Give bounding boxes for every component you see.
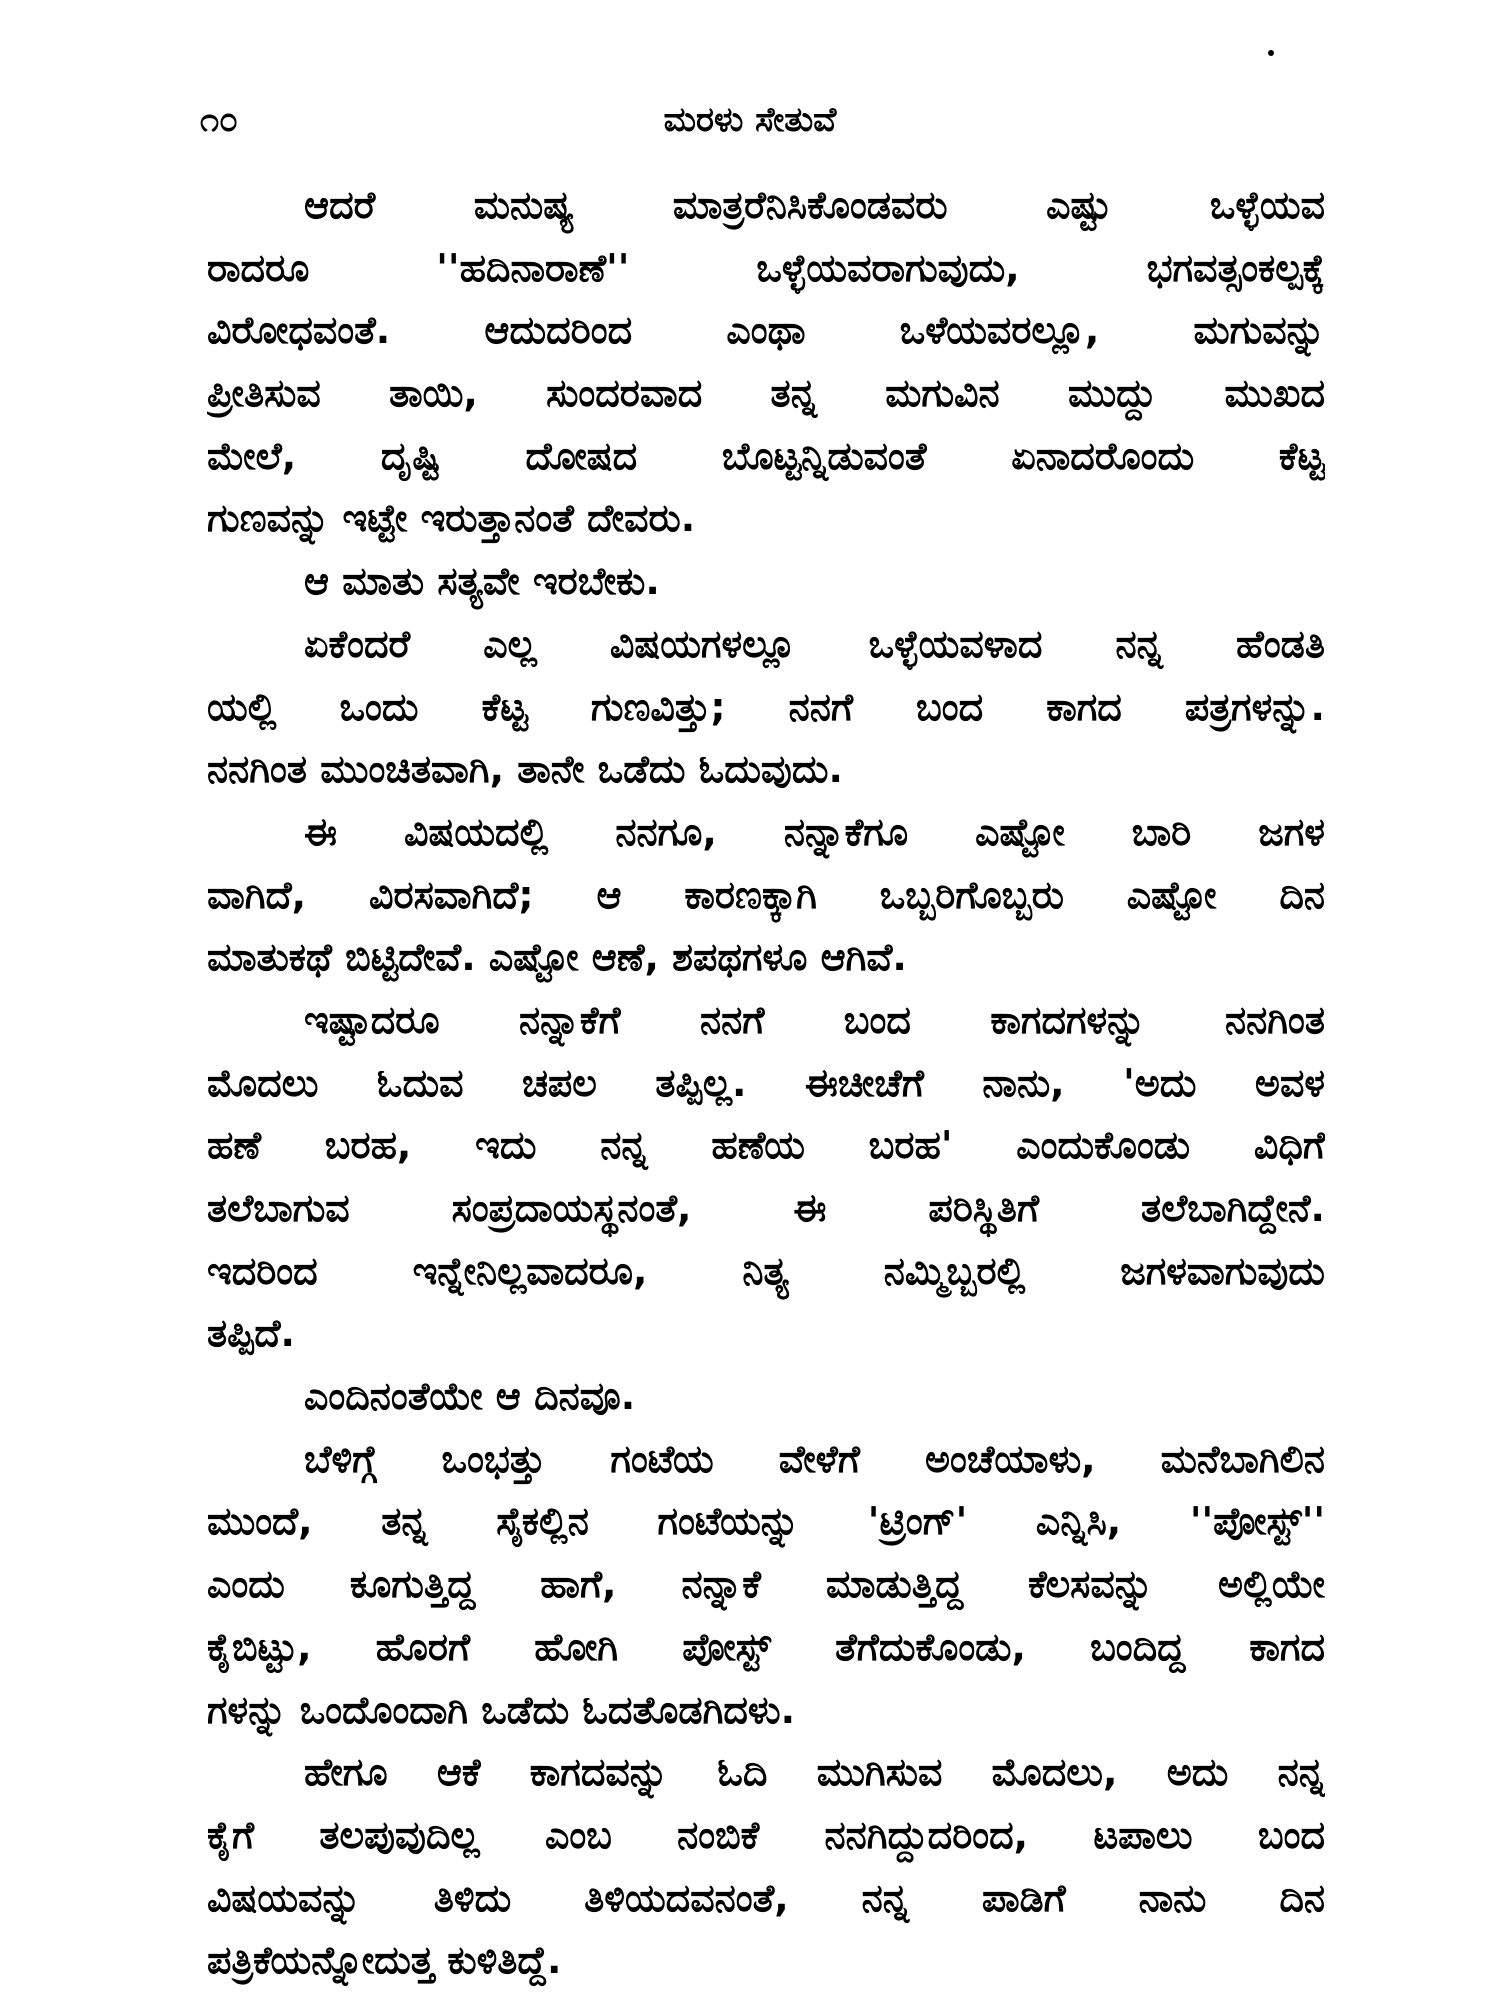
text-line: ವಿಷಯವನ್ನು ತಿಳಿದು ತಿಳಿಯದವನಂತೆ, ನನ್ನ ಪಾಡಿಗೆ ನಾನು ದಿನ	[207, 1875, 1325, 1920]
text-line: ಆ ಮಾತು ಸತ್ಯವೇ ಇರಬೇಕು.	[304, 559, 660, 604]
text-line: ವಾಗಿದೆ, ವಿರಸವಾಗಿದೆ; ಆ ಕಾರಣಕ್ಕಾಗಿ ಒಬ್ಬರಿಗೊಬ್ಬರು ಎಷ್ಟೋ ದಿನ	[207, 872, 1325, 917]
text-line: ಮಾತುಕಥೆ ಬಿಟ್ಟಿದೇವೆ. ಎಷ್ಟೋ ಆಣೆ, ಶಪಥಗಳೂ ಆಗಿವೆ.	[207, 935, 907, 980]
text-line: ಏಕೆಂದರೆ ಎಲ್ಲ ವಿಷಯಗಳಲ್ಲೂ ಒಳ್ಳೆಯವಳಾದ ನನ್ನ ಹೆಂಡತಿ	[304, 621, 1325, 666]
text-line: ಮೇಲೆ, ದೃಷ್ಟಿ ದೋಷದ ಬೊಟ್ಟನ್ನಿಡುವಂತೆ ಏನಾದರೊಂದು ಕೆಟ್ಟ	[207, 433, 1325, 478]
text-line: ಗುಣವನ್ನು ಇಟ್ಟೇ ಇರುತ್ತಾನಂತೆ ದೇವರು.	[207, 496, 696, 541]
text-line: ನನಗಿಂತ ಮುಂಚಿತವಾಗಿ, ತಾನೇ ಒಡೆದು ಓದುವುದು.	[207, 747, 843, 792]
text-line: ಈ ವಿಷಯದಲ್ಲಿ ನನಗೂ, ನನ್ನಾಕೆಗೂ ಎಷ್ಟೋ ಬಾರಿ ಜಗಳ	[304, 809, 1325, 854]
text-line: ತಲೆಬಾಗುವ ಸಂಪ್ರದಾಯಸ್ಥನಂತೆ, ಈ ಪರಿಸ್ಥಿತಿಗೆ ತಲೆಬಾಗಿದ್ದೇನೆ.	[207, 1186, 1325, 1230]
text-line: ಪತ್ರಿಕೆಯನ್ನೋದುತ್ತ ಕುಳಿತಿದ್ದೆ.	[207, 1938, 562, 1983]
text-line: ಗಳನ್ನು ಒಂದೊಂದಾಗಿ ಒಡೆದು ಓದತೊಡಗಿದಳು.	[207, 1687, 796, 1732]
text-line: ಇಷ್ಟಾದರೂ ನನ್ನಾಕೆಗೆ ನನಗೆ ಬಂದ ಕಾಗದಗಳನ್ನು ನನಗಿಂತ	[304, 997, 1325, 1042]
text-line: ಮೊದಲು ಓದುವ ಚಪಲ ತಪ್ಪಿಲ್ಲ. ಈಚೀಚೆಗೆ ನಾನು, 'ಅದು ಅವಳ	[207, 1060, 1325, 1105]
text-line: ಬೆಳಿಗ್ಗೆ ಒಂಭತ್ತು ಗಂಟೆಯ ವೇಳೆಗೆ ಅಂಚೆಯಾಳು, ಮನೆಬಾಗಿಲಿನ	[304, 1436, 1325, 1481]
text-line: ಯಲ್ಲಿ ಒಂದು ಕೆಟ್ಟ ಗುಣವಿತ್ತು; ನನಗೆ ಬಂದ ಕಾಗದ ಪತ್ರಗಳನ್ನು.	[207, 684, 1325, 729]
text-line: ರಾದರೂ ''ಹದಿನಾರಾಣೆ'' ಒಳ್ಳೆಯವರಾಗುವುದು, ಭಗವತ್ಸಂಕಲ್ಪಕ್ಕೆ	[207, 245, 1325, 290]
running-title: ಮರಳು ಸೇತುವೆ	[663, 100, 837, 140]
page-number: ೧೦	[200, 100, 239, 140]
text-line: ವಿರೋಧವಂತೆ. ಆದುದರಿಂದ ಎಂಥಾ ಒಳೆಯವರಲ್ಲೂ, ಮಗುವನ್ನು	[207, 308, 1325, 353]
text-line: ಇದರಿಂದ ಇನ್ನೇನಿಲ್ಲವಾದರೂ, ನಿತ್ಯ ನಮ್ಮಿಬ್ಬರಲ್ಲಿ ಜಗಳವಾಗುವುದು	[207, 1248, 1325, 1293]
text-line: ಎಂದು ಕೂಗುತ್ತಿದ್ದ ಹಾಗೆ, ನನ್ನಾಕೆ ಮಾಡುತ್ತಿದ್ದ ಕೆಲಸವನ್ನು ಅಲ್ಲಿಯೇ	[207, 1562, 1325, 1607]
text-line: ಹೇಗೂ ಆಕೆ ಕಾಗದವನ್ನು ಓದಿ ಮುಗಿಸುವ ಮೊದಲು, ಅದು ನನ್ನ	[304, 1750, 1325, 1795]
text-line: ಹಣೆ ಬರಹ, ಇದು ನನ್ನ ಹಣೆಯ ಬರಹ' ಎಂದುಕೊಂಡು ವಿಧಿಗೆ	[207, 1123, 1325, 1168]
text-line: ಪ್ರೀತಿಸುವ ತಾಯಿ, ಸುಂದರವಾದ ತನ್ನ ಮಗುವಿನ ಮುದ್ದು ಮುಖದ	[207, 371, 1325, 416]
text-line: ಆದರೆ ಮನುಷ್ಯ ಮಾತ್ರರೆನಿಸಿಕೊಂಡವರು ಎಷ್ಟು ಒಳ್ಳೆಯವ	[304, 183, 1325, 227]
text-line: ಕೈಬಿಟ್ಟು, ಹೊರಗೆ ಹೋಗಿ ಪೋಸ್ಟ್ ತೆಗೆದುಕೊಂಡು, ಬಂದಿದ್ದ ಕಾಗದ	[207, 1624, 1325, 1669]
page-body	[207, 180, 1325, 1998]
text-line: ಕೈಗೆ ತಲಪುವುದಿಲ್ಲ ಎಂಬ ನಂಬಿಕೆ ನನಗಿದ್ದುದರಿಂದ, ಟಪಾಲು ಬಂದ	[207, 1812, 1325, 1857]
scan-speck	[1268, 50, 1274, 56]
text-line: ಎಂದಿನಂತೆಯೇ ಆ ದಿನವೂ.	[304, 1374, 636, 1419]
text-line: ಮುಂದೆ, ತನ್ನ ಸೈಕಲ್ಲಿನ ಗಂಟೆಯನ್ನು 'ಟ್ರಿಂಗ್' ಎನ್ನಿಸಿ, ''ಪೋಸ್ಟ್''	[207, 1499, 1325, 1544]
text-line: ತಪ್ಪಿದೆ.	[207, 1311, 295, 1356]
